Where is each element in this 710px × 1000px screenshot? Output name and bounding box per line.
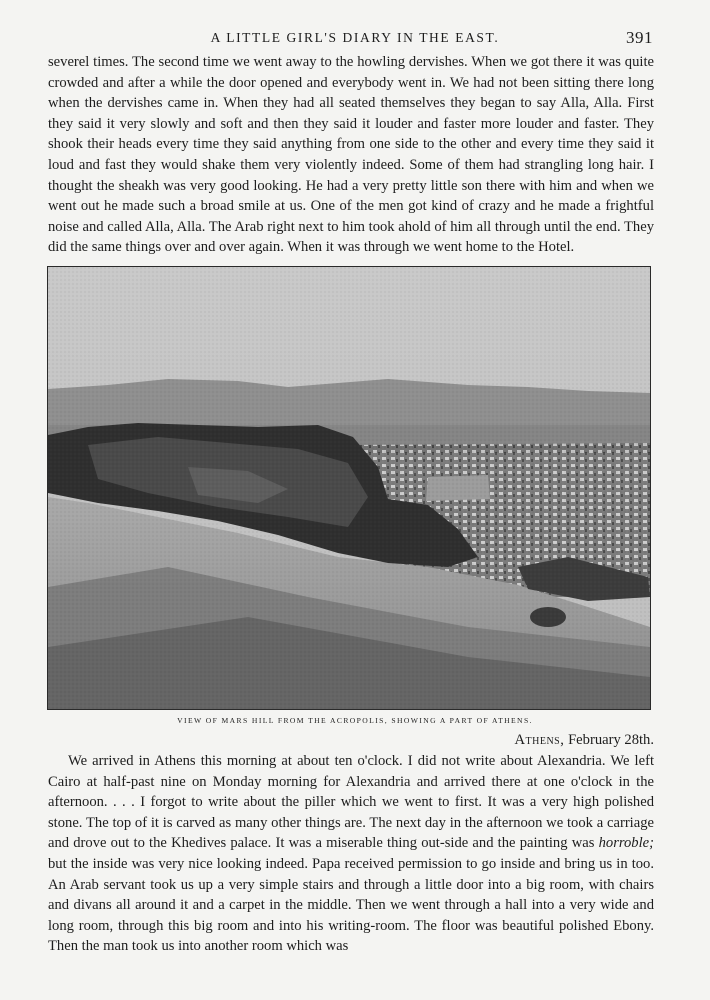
top-paragraph-block [48, 52, 654, 258]
running-title: A LITTLE GIRL'S DIARY IN THE EAST. [210, 30, 500, 45]
paragraph-athens [48, 751, 654, 957]
paragraph-athens-part-2: but the inside was very nice looking indeed. Papa received permission to go inside and bring us in too. An Arab servant took us up a very simple stairs and through a little door into a big room, with chairs and divans all around it and a carpet in the middle. Then we went through a hall into a very wide and long room, through this big room and into his writing-room. The floor was beautiful polished Ebony. Then the man took us into another room which was [48, 855, 654, 955]
paragraph-dervishes: severel times. The second time we went away to the howling dervishes. When we got there it was quite crowded and after a while the door opened and everybody went in. We had not been sitting there long when the dervishes came in. When they had all seated themselves they began to say Alla, Alla. First they said it very slowly and soft and then they said it louder and faster more louder and faster. They shook their heads every time they said anything from one side to the other and every time they said it loud and fast they would shake them very violently indeed. Some of them had strangling long hair. I thought the sheakh was very good looking. He had a very pretty little son there with him and when we went out he made such a broad smile at us. One of the men got kind of crazy and he made a frightful noise and called Alla, Alla. The Arab right next to him took ahold of him all through until the end. They did the same things over and over again. When it was through we went home to the Hotel. [48, 54, 654, 256]
photo-plate [47, 266, 651, 710]
mars-hill-photo [48, 267, 650, 709]
photo-grain [48, 267, 650, 709]
page-number: 391 [626, 28, 653, 47]
plate-caption: VIEW OF MARS HILL FROM THE ACROPOLIS, SHOWING A PART OF ATHENS. [177, 716, 533, 725]
italic-word: horroble; [598, 835, 654, 852]
paragraph-athens-part-1: We arrived in Athens this morning at about ten o'clock. I did not write about Alexandria. We left Cairo at half-past nine on Monday morning for Alexandria and arrived there at one o'clock in the afternoon. . . . I forgot to write about the piller which we went to first. It was a very high polished stone. The top of it is carved as many other things are. The next day in the afternoon we took a carriage and drove out to the Khedives palace. It was a miserable thing out-side and the painting was [48, 753, 654, 852]
dateline-date: February 28th. [568, 732, 654, 748]
dateline [514, 730, 654, 750]
bottom-paragraph-block [48, 751, 654, 957]
dateline-place: Athens, [514, 732, 565, 748]
running-head [0, 28, 710, 50]
